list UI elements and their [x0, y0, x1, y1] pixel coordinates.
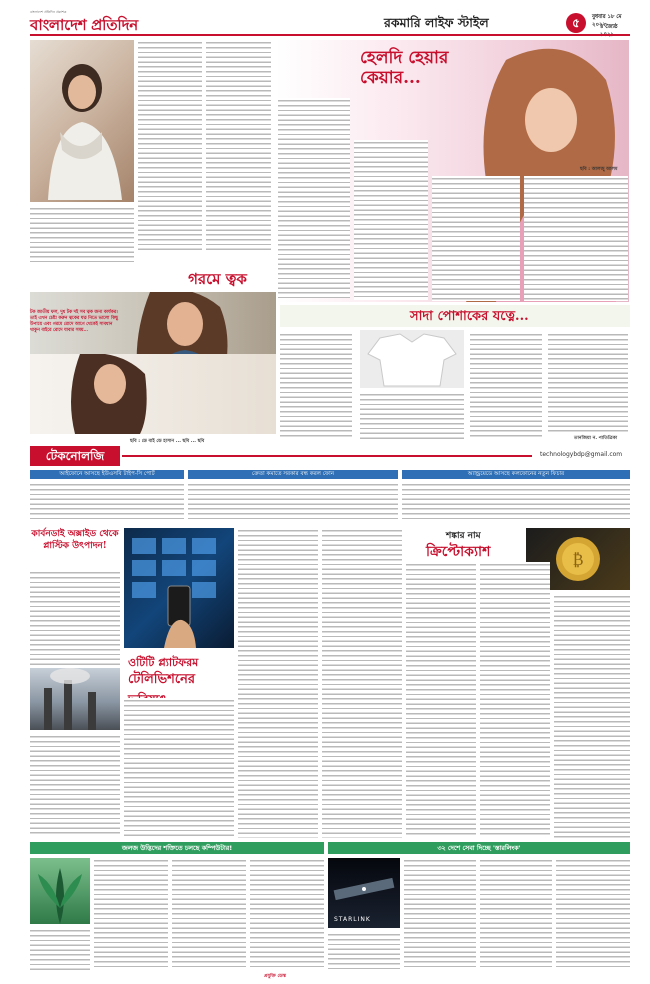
article-body-text [480, 858, 552, 970]
white-clothes-header-band [280, 305, 630, 327]
hair-care-col-3 [432, 176, 520, 301]
aquatic-body-2 [172, 858, 246, 970]
article-body-text [30, 482, 184, 522]
masthead [30, 10, 630, 34]
crypto-title: ক্রিপ্টোক্যাশ [426, 544, 491, 560]
newspaper-logo: বাংলাদেশ প্রতিদিন [30, 16, 138, 34]
article-body-text [432, 176, 520, 301]
masthead-tagline: বাংলাদেশ প্রতিদিন প্রকাশক [30, 10, 67, 14]
starlink-body-3 [556, 858, 630, 970]
carbon-plastic-body-2 [30, 734, 120, 834]
aquatic-body-3 [250, 858, 324, 970]
ott-body-3 [322, 528, 402, 838]
article-body-text [402, 482, 630, 522]
white-clothes-credit: তানজিয়া ন. পাতিত্রিকা [574, 436, 618, 441]
article-body-text [548, 332, 628, 432]
tech-strip-1-body [30, 482, 184, 522]
ott-title-block [124, 652, 234, 696]
aquatic-plant-photo [30, 858, 90, 924]
article-column-lower [30, 206, 134, 262]
article-body-text [328, 932, 400, 970]
starlink-title: ৩২ দেশে সেবা দিচ্ছে 'স্তারলিংক' [328, 842, 630, 854]
summer-skin-caption: টক জাতীয় ফল, দুধ টক দই সব ত্বক জন্য কার্যকর। তাই এখন চেষ্টা করুন ত্বকের যত্ন নিতে ভালো কিছু উপায়ে এবং গরমে রোদে আগে থেকেই সাবধান থাকুন বাইরে রোদে যাবার সময়... [30, 310, 118, 333]
model-photo-left [30, 40, 134, 202]
tech-strip-3: অ্যান্ড্রয়েডে আসছে কলফোনের নতুন ফিচার [402, 470, 630, 479]
hair-care-col-2 [354, 140, 428, 300]
article-body-text [30, 928, 90, 970]
section-title: রকমারি লাইফ স্টাইল [384, 15, 489, 30]
carbon-plastic-body [30, 570, 120, 666]
article-body-text [480, 562, 550, 838]
summer-skin-title: গরমে ত্বক [188, 270, 247, 288]
aquatic-plant-computer-title: জলজ উদ্ভিদের শক্তিতে চলছে কম্পিউটার! [30, 842, 324, 854]
white-clothes-col-1 [280, 332, 352, 440]
article-body-text [280, 332, 352, 440]
article-body-text [238, 528, 318, 838]
aquatic-body-1 [94, 858, 168, 970]
article-body-text [30, 206, 134, 262]
hair-care-credit: ছবি : আলজু আলম [580, 167, 618, 172]
article-body-text [206, 40, 271, 250]
article-column-2 [206, 40, 271, 250]
article-body-text [556, 858, 630, 970]
white-clothes-col-3 [470, 332, 542, 440]
article-body-text [30, 570, 120, 666]
white-clothes-col-2 [360, 392, 464, 440]
page-number-badge: ৫ [566, 13, 586, 33]
tech-banner-rule [122, 455, 532, 457]
hair-care-col-1 [278, 98, 350, 298]
white-clothes-photo [360, 330, 464, 388]
starlink-satellite-photo [328, 858, 400, 928]
ott-body-2 [238, 528, 318, 838]
tv-future-title: টেলিভিশনের [128, 672, 195, 687]
date-bengali: ৪ জ্যৈষ্ঠ [600, 24, 618, 30]
article-column-1 [138, 40, 202, 250]
svg-text:₿: ₿ [572, 550, 584, 569]
tech-banner [30, 446, 630, 466]
article-body-text [172, 858, 246, 970]
article-body-text [406, 562, 476, 838]
crypto-kicker: শঙ্কার নাম [446, 531, 481, 541]
summer-skin-credit: ছবি : ডে বাই ডে হাসান ... ছবি ... ছবি [130, 439, 205, 444]
tech-desk-credit: প্রযুক্তি ডেস্ক [264, 974, 287, 979]
article-body-text [404, 858, 476, 970]
starlink-body-1 [404, 858, 476, 970]
white-clothes-col-4 [548, 332, 628, 432]
tech-strip-2-body [188, 482, 398, 522]
article-body-text [30, 734, 120, 834]
factory-smoke-photo [30, 668, 120, 730]
tech-strip-1: আইফোনে আসছে ইউএসবি টাইপ-সি পোর্ট [30, 470, 184, 479]
article-body-text [278, 98, 350, 298]
aquatic-body-0 [30, 928, 90, 970]
hair-care-title: হেলদি হেয়ার কেয়ার... [360, 48, 449, 88]
date-gregorian: বুধবার ১৮ মে ২০২২ [592, 14, 622, 28]
article-body-text [354, 140, 428, 300]
article-body-text [554, 594, 630, 838]
article-body-text [94, 858, 168, 970]
starlink-photo-tag: STARLINK [334, 916, 371, 923]
ott-body-1 [124, 698, 234, 838]
white-clothes-title: সাদা পোশাকের যত্নে... [410, 309, 529, 324]
hair-care-col-4 [524, 176, 628, 301]
tech-site-email: technologybdp@gmail.com [540, 451, 623, 458]
article-body-text [322, 528, 402, 838]
article-body-text [138, 40, 202, 250]
ott-title: ওটিটি প্ল্যাটফরম [128, 656, 199, 669]
article-body-text [524, 176, 628, 301]
ott-screens-photo [124, 528, 234, 648]
crypto-body-3 [554, 594, 630, 838]
article-body-text [124, 698, 234, 838]
tech-banner-title: টেকনোলজি [30, 446, 120, 466]
article-body-text [250, 858, 324, 970]
article-body-text [470, 332, 542, 440]
masthead-rule [30, 34, 630, 36]
crypto-body-2 [480, 562, 550, 838]
starlink-body-2 [480, 858, 552, 970]
summer-skin-photo-lower [30, 354, 276, 434]
article-body-text [360, 392, 464, 440]
tech-strip-3-body [402, 482, 630, 522]
crypto-body-1 [406, 562, 476, 838]
tech-strip-2: ক্রেতা কমাতে সরকার বন্ধ করল ফোন [188, 470, 398, 479]
starlink-body-0 [328, 932, 400, 970]
article-body-text [188, 482, 398, 522]
carbon-plastic-title: কার্বনডাই অক্সাইড থেকে প্লাস্টিক উৎপাদন! [31, 529, 119, 551]
